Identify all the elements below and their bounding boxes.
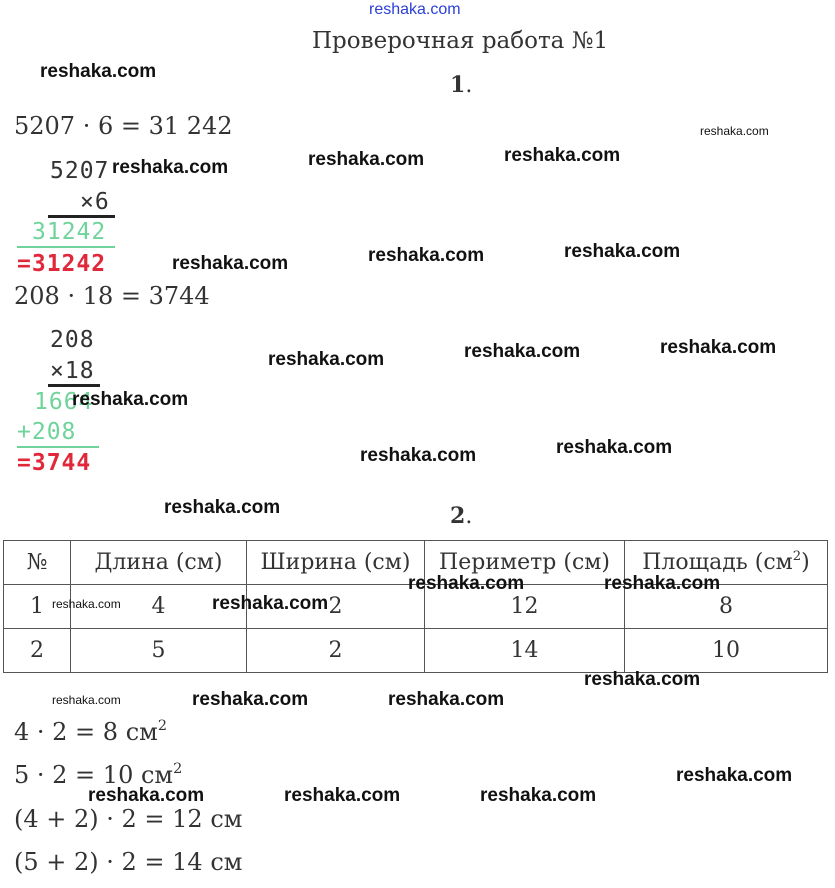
table-cell: 4 — [71, 585, 247, 629]
header-area: Площадь $(см^2)$ — [625, 541, 828, 585]
equation-1: 5207 · 6 = 31 242 — [14, 112, 233, 140]
section-2-number: 2. — [450, 503, 473, 529]
watermark: reshaka.com — [388, 689, 505, 710]
watermark: reshaka.com — [40, 61, 157, 82]
watermark: reshaka.com — [164, 497, 281, 518]
watermark: reshaka.com — [604, 573, 721, 594]
header-number: № — [4, 541, 71, 585]
watermark: reshaka.com — [72, 389, 189, 410]
product-result: =31242 — [17, 251, 107, 277]
partial-product: 31242 — [32, 219, 107, 245]
watermark: reshaka.com — [308, 149, 425, 170]
watermark: reshaka.com — [52, 693, 121, 707]
watermark: reshaka.com — [480, 785, 597, 806]
watermark: reshaka.com — [284, 785, 401, 806]
watermark: reshaka.com — [192, 689, 309, 710]
table-cell: 2 — [247, 629, 425, 673]
formula-area-2: 5 · 2 = 10 $см^2$ — [14, 760, 183, 789]
watermark: reshaka.com — [360, 445, 477, 466]
formula-perimeter-1: (4 + 2) · 2 = 12 см — [14, 805, 243, 833]
watermark: reshaka.com — [564, 241, 681, 262]
watermark: reshaka.com — [556, 437, 673, 458]
table-cell: 8 — [625, 585, 828, 629]
table-cell: 1 — [4, 585, 71, 629]
multiplier: ×6 — [80, 189, 110, 215]
partial-product-1: 1664 — [34, 389, 94, 415]
formula-area-1: 4 · 2 = 8 $см^2$ — [14, 717, 167, 746]
table-cell: 12 — [425, 585, 625, 629]
watermark: reshaka.com — [584, 669, 701, 690]
multiplier: ×18 — [50, 358, 95, 384]
table-row — [4, 629, 828, 673]
rule-line — [48, 384, 100, 387]
watermark: reshaka.com — [88, 785, 205, 806]
watermark: reshaka.com — [212, 593, 329, 614]
table-cell: 2 — [4, 629, 71, 673]
watermark: reshaka.com — [368, 245, 485, 266]
header-width: Ширина (см) — [247, 541, 425, 585]
watermark: reshaka.com — [660, 337, 777, 358]
rule-line — [48, 215, 115, 218]
watermark: reshaka.com — [700, 124, 769, 138]
multiplicand: 5207 — [50, 158, 110, 184]
sum-line — [17, 246, 115, 248]
sum-line — [17, 446, 99, 448]
table-cell: 2 — [247, 585, 425, 629]
watermark: reshaka.com — [676, 765, 793, 786]
site-link[interactable]: reshaka.com — [369, 1, 461, 18]
page-title: Проверочная работа №1 — [312, 28, 609, 54]
rectangles-table — [3, 540, 828, 673]
product-result: =3744 — [17, 450, 92, 476]
watermark: reshaka.com — [408, 573, 525, 594]
table-cell: 10 — [625, 629, 828, 673]
watermark: reshaka.com — [464, 341, 581, 362]
header-length: Длина (см) — [71, 541, 247, 585]
multiplicand: 208 — [50, 327, 95, 353]
table-cell: 5 — [71, 629, 247, 673]
watermark: reshaka.com — [112, 157, 229, 178]
equation-2: 208 · 18 = 3744 — [14, 282, 210, 310]
header-perimeter: Периметр (см) — [425, 541, 625, 585]
formula-perimeter-2: (5 + 2) · 2 = 14 см — [14, 848, 243, 876]
section-1-number: 1. — [450, 72, 473, 98]
watermark: reshaka.com — [268, 349, 385, 370]
watermark: reshaka.com — [504, 145, 621, 166]
watermark: reshaka.com — [172, 253, 289, 274]
partial-product-2: +208 — [17, 419, 77, 445]
watermark: reshaka.com — [52, 597, 121, 611]
table-cell: 14 — [425, 629, 625, 673]
